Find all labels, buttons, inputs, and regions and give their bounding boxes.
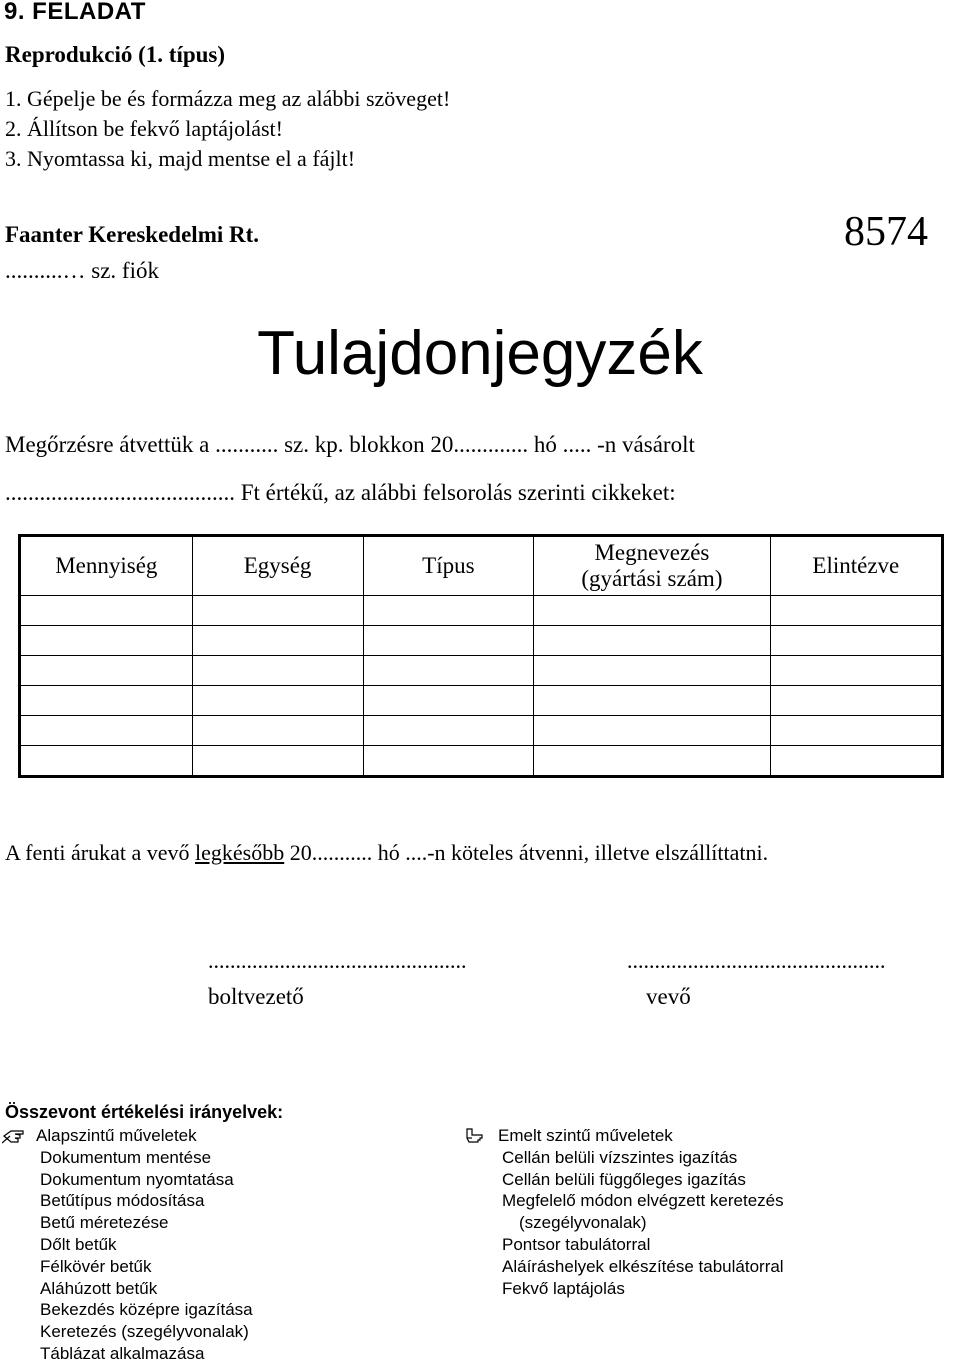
table-cell[interactable] — [363, 716, 534, 746]
evaluation-title: Összevont értékelési irányelvek: — [5, 1102, 284, 1122]
table-row — [20, 596, 943, 626]
footer-underlined-word: legkésőbb — [195, 840, 285, 865]
table-cell[interactable] — [20, 656, 193, 686]
table-cell[interactable] — [534, 716, 771, 746]
table-cell[interactable] — [20, 746, 193, 777]
header-name — [534, 536, 771, 596]
table-cell[interactable] — [20, 626, 193, 656]
table-cell[interactable] — [192, 746, 363, 777]
basic-operations-list — [2, 1125, 253, 1365]
table-cell[interactable] — [20, 686, 193, 716]
instruction-step: 3. Nyomtassa ki, majd mentse el a fájlt! — [5, 146, 356, 171]
receipt-line: Megőrzésre átvettük a ........... sz. kp. blokkon 20............. hó ..... -n vásárolt — [5, 432, 695, 457]
list-item: Keretezés (szegélyvonalak) — [40, 1322, 249, 1342]
list-item: Dőlt betűk — [40, 1234, 117, 1254]
table-cell[interactable] — [770, 656, 942, 686]
table-cell[interactable] — [363, 746, 534, 777]
table-header-row — [20, 536, 943, 596]
instruction-step: 2. Állítson be fekvő laptájolást! — [5, 116, 283, 141]
table-row — [20, 656, 943, 686]
company-name: Faanter Kereskedelmi Rt. — [5, 222, 260, 247]
table-row — [20, 746, 943, 777]
list-item: Bekezdés középre igazítása — [40, 1300, 253, 1320]
table-cell[interactable] — [192, 626, 363, 656]
table-cell[interactable] — [192, 686, 363, 716]
table-cell[interactable] — [534, 656, 771, 686]
list-item: Félkövér betűk — [40, 1256, 152, 1276]
list-item: Cellán belüli függőleges igazítás — [502, 1169, 746, 1189]
table-row — [20, 626, 943, 656]
instruction-step: 1. Gépelje be és formázza meg az alábbi szöveget! — [5, 86, 451, 111]
header-type: Típus — [363, 536, 534, 596]
table-cell[interactable] — [534, 626, 771, 656]
table-cell[interactable] — [770, 626, 942, 656]
header-name-line1: Megnevezés — [594, 540, 710, 565]
writing-hand-icon — [2, 1127, 26, 1145]
header-name-line2: (gyártási szám) — [581, 566, 723, 591]
header-unit: Egység — [192, 536, 363, 596]
table-cell[interactable] — [770, 746, 942, 777]
branch-line: ..........… sz. fiók — [5, 258, 159, 283]
list-item: (szegélyvonalak) — [519, 1213, 647, 1233]
document-title: Tulajdonjegyzék — [257, 319, 703, 388]
list-item: Aláhúzott betűk — [40, 1278, 158, 1298]
items-table — [18, 534, 944, 778]
advanced-operations-list — [464, 1125, 784, 1299]
signature-label-left: boltvezető — [208, 984, 304, 1009]
table-cell[interactable] — [770, 596, 942, 626]
table-cell[interactable] — [192, 716, 363, 746]
table-cell[interactable] — [192, 656, 363, 686]
header-done: Elintézve — [770, 536, 942, 596]
advanced-operations-header — [464, 1125, 784, 1147]
list-item: Cellán belüli vízszintes igazítás — [502, 1147, 738, 1167]
signature-label-right: vevő — [646, 984, 691, 1009]
footer-sentence — [5, 840, 768, 866]
table-cell[interactable] — [363, 596, 534, 626]
task-subheading: Reprodukció (1. típus) — [5, 42, 226, 67]
list-item: Dokumentum mentése — [40, 1147, 212, 1167]
table-row — [20, 686, 943, 716]
advanced-operations-title: Emelt szintű műveletek — [498, 1126, 673, 1145]
table-cell[interactable] — [363, 626, 534, 656]
list-item: Megfelelő módon elvégzett keretezés — [502, 1191, 784, 1211]
table-cell[interactable] — [534, 746, 771, 777]
table-cell[interactable] — [363, 656, 534, 686]
basic-operations-header — [2, 1125, 253, 1147]
table-row — [20, 716, 943, 746]
table-cell[interactable] — [534, 596, 771, 626]
header-quantity: Mennyiség — [20, 536, 193, 596]
table-cell[interactable] — [192, 596, 363, 626]
table-cell[interactable] — [20, 716, 193, 746]
footer-text-end: 20........... hó ....-n köteles átvenni, illetve elszállíttatni. — [284, 840, 769, 865]
value-line: ........................................ Ft értékű, az alábbi felsorolás szerinti cikkeket: — [5, 480, 676, 505]
list-item: Betűtípus módosítása — [40, 1191, 205, 1211]
list-item: Betű méretezése — [40, 1213, 169, 1233]
table-cell[interactable] — [534, 686, 771, 716]
table-cell[interactable] — [770, 716, 942, 746]
pointing-hand-icon — [464, 1127, 488, 1145]
signature-line-left: ............................................... — [208, 948, 467, 973]
list-item: Aláíráshelyek elkészítése tabulátorral — [502, 1256, 784, 1276]
list-item: Dokumentum nyomtatása — [40, 1169, 234, 1189]
list-item: Fekvő laptájolás — [502, 1278, 625, 1298]
table-cell[interactable] — [363, 686, 534, 716]
list-item: Pontsor tabulátorral — [502, 1234, 651, 1254]
signature-line-right: ............................................... — [627, 948, 886, 973]
document-code: 8574 — [844, 209, 928, 255]
list-item: Táblázat alkalmazása — [40, 1343, 205, 1363]
table-cell[interactable] — [770, 686, 942, 716]
task-heading: 9. FELADAT — [4, 0, 146, 25]
basic-operations-title: Alapszintű műveletek — [36, 1126, 197, 1145]
footer-text-start: A fenti árukat a vevő — [5, 840, 195, 865]
table-cell[interactable] — [20, 596, 193, 626]
